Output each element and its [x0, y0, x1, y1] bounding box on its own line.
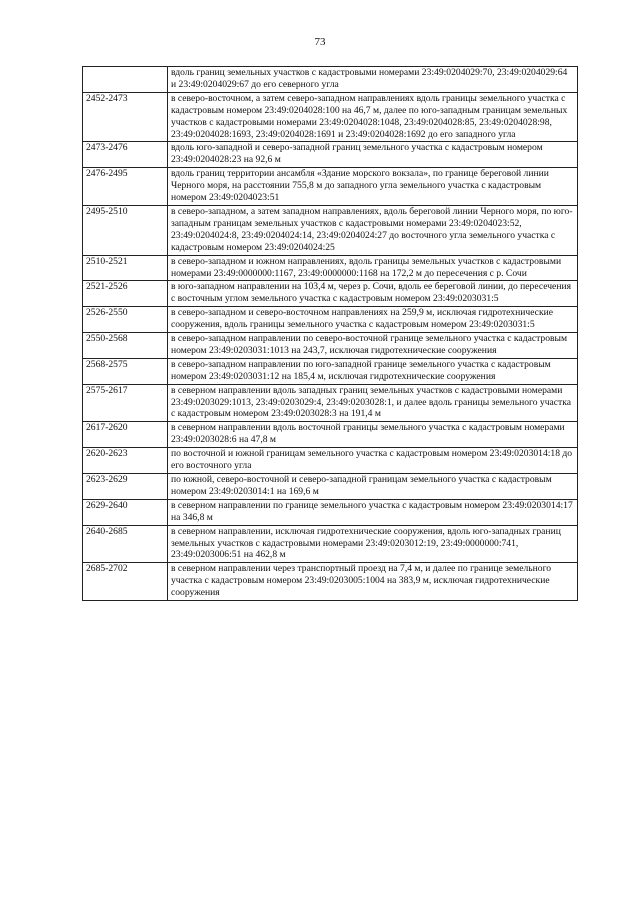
segment-cell: 2495-2510: [83, 205, 168, 255]
description-cell: в северо-западном направлении по северо-восточной границе земельного участка с кадастровым номером 23:49:0203031:1013 на 243,7, исключая гидротехнические сооружения: [168, 333, 578, 359]
description-cell: вдоль юго-западной и северо-западной границ земельного участка с кадастровым номером 23:49:0204028:23 на 92,6 м: [168, 142, 578, 168]
description-cell: в северо-западном и северо-восточном направлениях на 259,9 м, исключая гидротехнические сооружения, вдоль границы земельного участка с кадастровым номером 23:49:0203031:5: [168, 307, 578, 333]
segment-cell: 2629-2640: [83, 499, 168, 525]
description-cell: в северном направлении через транспортный проезд на 7,4 м, и далее по границе земельного участка с кадастровым номером 23:49:0203005:1004 на 383,9 м, исключая гидротехнические сооружения: [168, 563, 578, 601]
table-row: [83, 205, 578, 255]
description-cell: в северо-западном, а затем западном направлениях, вдоль береговой линии Черного моря, по юго-западным границам земельных участков с кадастровыми номерами 23:49:0204023:52, 23:49:0204024:8, 23:49:0204024:14, 23:49:0204024:27 до восточного угла земельного участка с кадастровым номером 23:49:0204024:25: [168, 205, 578, 255]
table-row: [83, 255, 578, 281]
table-row: [83, 384, 578, 422]
description-cell: по южной, северо-восточной и северо-западной границам земельного участка с кадастровым номером 23:49:0203014:1 на 169,6 м: [168, 474, 578, 500]
table-row: [83, 307, 578, 333]
page-number: 73: [314, 36, 326, 48]
description-cell: в северном направлении, исключая гидротехнические сооружения, вдоль юго-западных границ земельных участков с кадастровыми номерами 23:49:0203012:19, 23:49:0000000:741, 23:49:0203006:51 на 462,8 м: [168, 525, 578, 563]
segment-cell: 2685-2702: [83, 563, 168, 601]
table-row: [83, 422, 578, 448]
segment-cell: 2510-2521: [83, 255, 168, 281]
description-cell: в северо-западном и южном направлениях, вдоль границы земельных участков с кадастровыми номерами 23:49:0000000:1167, 23:49:0000000:1168 на 172,2 м до пересечения с р. Сочи: [168, 255, 578, 281]
table-row: [83, 67, 578, 93]
segment-cell: 2473-2476: [83, 142, 168, 168]
description-cell: в северо-западном направлении по юго-западной границе земельного участка с кадастровым номером 23:49:0203031:12 на 185,4 м, исключая гидротехнические сооружения: [168, 358, 578, 384]
segment-cell: 2476-2495: [83, 168, 168, 206]
table-row: [83, 563, 578, 601]
table-row: [83, 92, 578, 142]
table-row: [83, 499, 578, 525]
description-cell: вдоль границ территории ансамбля «Здание морского вокзала», по границе береговой линии Черного моря, на расстоянии 755,8 м до западного угла земельного участка с кадастровым номером 23:49:0204023:51: [168, 168, 578, 206]
segment-cell: 2640-2685: [83, 525, 168, 563]
table-row: [83, 358, 578, 384]
table-row: [83, 168, 578, 206]
segment-cell: 2617-2620: [83, 422, 168, 448]
description-cell: по восточной и южной границам земельного участка с кадастровым номером 23:49:0203014:18 до его восточного угла: [168, 448, 578, 474]
description-cell: в северном направлении вдоль западных границ земельных участков с кадастровыми номерами 23:49:0203029:1013, 23:49:0203029:4, 23:49:0203028:1, и далее вдоль границы земельного участка с кадастровым номером 23:49:0203028:3 на 191,4 м: [168, 384, 578, 422]
description-cell: в северо-восточном, а затем северо-западном направлениях вдоль границы земельного участка с кадастровым номером 23:49:0204028:100 на 46,7 м, далее по юго-западным границам земельных участков с кадастровыми номерами 23:49:0204028:1048, 23:49:0204028:85, 23:49:0204028:98, 23:49:0204028:1693, 23:49:0204028:1691 и 23:49:0204028:1692 до его западного угла: [168, 92, 578, 142]
description-cell: в юго-западном направлении на 103,4 м, через р. Сочи, вдоль ее береговой линии, до пересечения с восточным углом земельного участка с кадастровым номером 23:49:0203031:5: [168, 281, 578, 307]
description-cell: в северном направлении вдоль восточной границы земельного участка с кадастровым номерами 23:49:0203028:6 на 47,8 м: [168, 422, 578, 448]
table-row: [83, 333, 578, 359]
segment-cell: 2623-2629: [83, 474, 168, 500]
segment-cell: 2452-2473: [83, 92, 168, 142]
table-row: [83, 448, 578, 474]
segment-cell: 2521-2526: [83, 281, 168, 307]
table-row: [83, 142, 578, 168]
table-row: [83, 525, 578, 563]
description-cell: в северном направлении по границе земельного участка с кадастровым номером 23:49:0203014:17 на 346,8 м: [168, 499, 578, 525]
description-cell: вдоль границ земельных участков с кадастровыми номерами 23:49:0204029:70, 23:49:0204029:64 и 23:49:0204029:67 до его северного угла: [168, 67, 578, 93]
boundary-description-table: [82, 66, 578, 601]
segment-cell: 2620-2623: [83, 448, 168, 474]
segment-cell: [83, 67, 168, 93]
table-row: [83, 474, 578, 500]
segment-cell: 2526-2550: [83, 307, 168, 333]
segment-cell: 2550-2568: [83, 333, 168, 359]
segment-cell: 2568-2575: [83, 358, 168, 384]
segment-cell: 2575-2617: [83, 384, 168, 422]
table-row: [83, 281, 578, 307]
